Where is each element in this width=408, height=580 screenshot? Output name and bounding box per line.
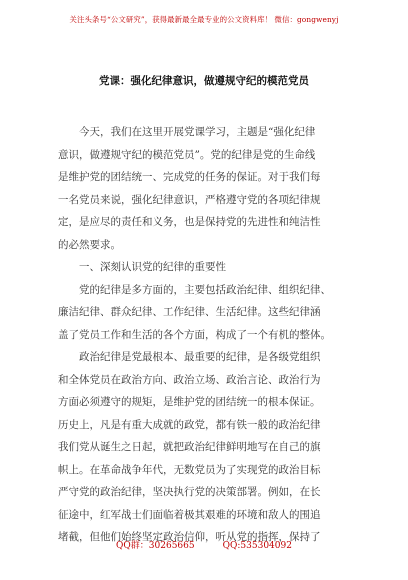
footer-qq: QQ:535304092: [222, 541, 292, 551]
body-line: 是维护党的团结统一、完成党的任务的保证。对于我们每: [58, 171, 321, 183]
body-line: 我们党从诞生之日起，就把政治纪律鲜明地写在自己的旗: [58, 441, 321, 453]
section-heading: 一、深刻认识党的纪律的重要性: [79, 261, 226, 273]
top-banner: 关注头条号“公文研究”，获得最新最全最专业的公文资料库！ 微信：gongwenyj: [69, 15, 339, 24]
footer-qq-group: QQ群：30265665: [116, 541, 195, 551]
body-line: 党的纪律是多方面的，主要包括政治纪律、组织纪律、: [79, 283, 331, 296]
body-line: 历史上，凡是有重大成就的政党，都有铁一般的政治纪律: [58, 418, 321, 431]
footer: [0, 538, 408, 551]
body-line: 意识，做遵规守纪的模范党员”。党的纪律是党的生命线: [58, 148, 316, 161]
body-line: 严守党的政治纪律，坚决执行党的决策部署。例如，在长: [58, 486, 321, 498]
body-line: 一名党员来说，强化纪律意识，严格遵守党的各项纪律规: [58, 193, 321, 206]
body-line: 和全体党员在政治方向、政治立场、政治言论、政治行为: [58, 373, 321, 386]
body-line: 盖了党员工作和生活的各个方面，构成了一个有机的整体。: [58, 328, 331, 341]
body-line: 的必然要求。: [58, 238, 121, 251]
body-line: 帜上。在革命战争年代，无数党员为了实现党的政治目标: [58, 463, 321, 476]
body-line: 定，是应尽的责任和义务，也是保持党的先进性和纯洁性: [58, 216, 321, 228]
body-line: 今天，我们在这里开展党课学习，主题是“强化纪律: [79, 126, 316, 138]
body-line: 政治纪律是党最根本、最重要的纪律，是各级党组织: [79, 351, 321, 363]
body-line: 堵截，但他们始终坚定政治信仰，听从党的指挥，保持了: [58, 531, 321, 543]
body-line: 廉洁纪律、群众纪律、工作纪律、生活纪律。这些纪律涵: [58, 306, 321, 318]
document-title: 党课：强化纪律意识，做遵规守纪的模范党员: [99, 75, 309, 87]
body-line: 征途中，红军战士们面临着极其艰难的环境和敌人的围追: [58, 508, 321, 521]
document-body: [58, 121, 358, 549]
body-line: 方面必须遵守的规矩，是维护党的团结统一的根本保证。: [58, 396, 321, 408]
